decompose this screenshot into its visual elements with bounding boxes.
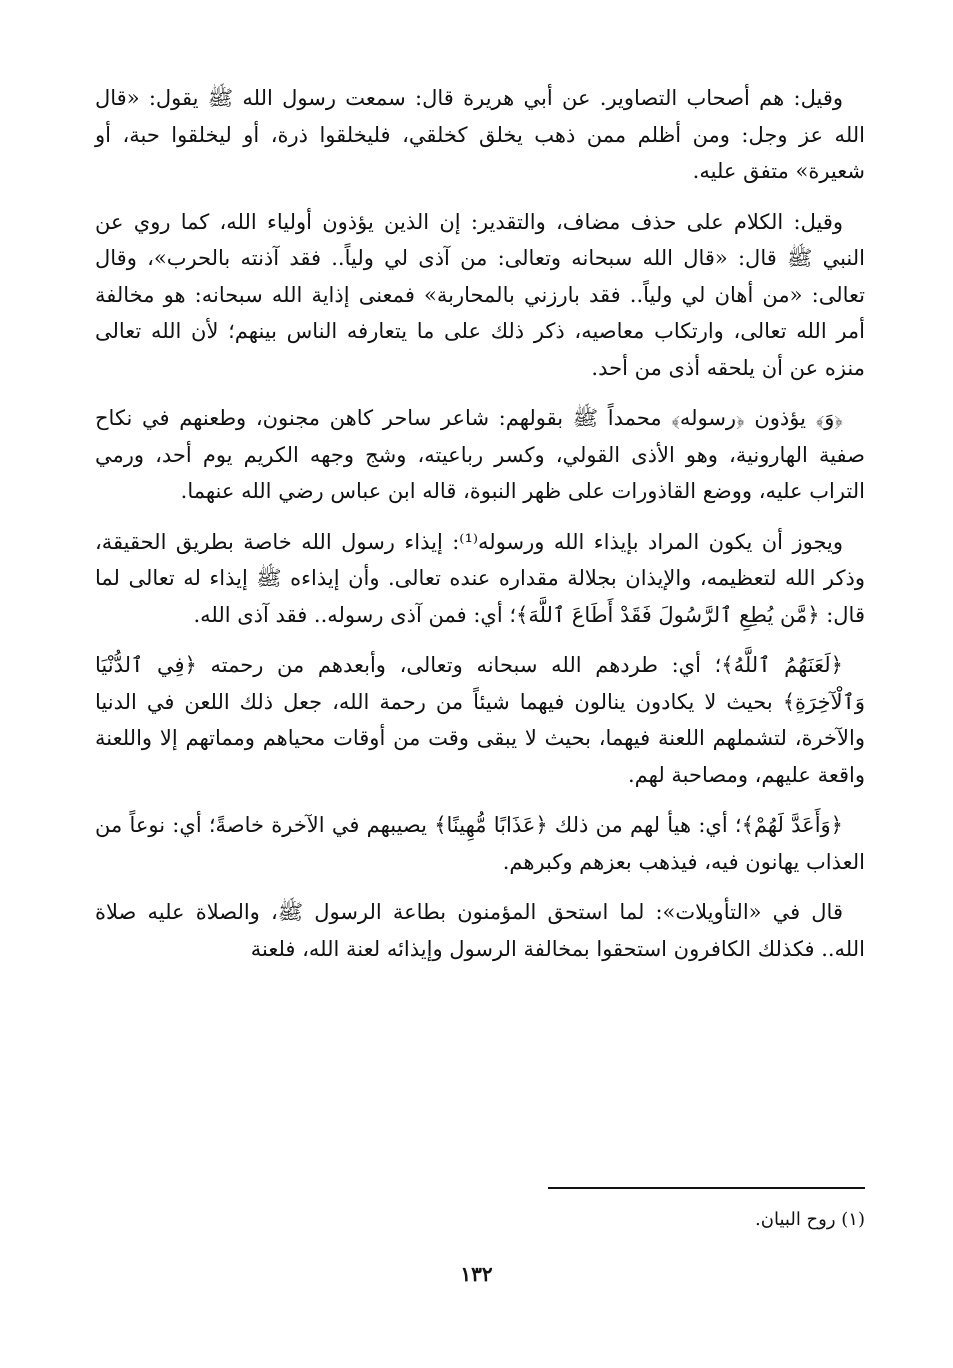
paragraph-2: وقيل: الكلام على حذف مضاف، والتقدير: إن الذين يؤذون أولياء الله، كما روي عن النبي ﷺ قال: «قال الله سبحانه وتعالى: من آذى لي ولياً.. فقد آذنته بالحرب»، وقال تعالى: «من أهان لي ولياً.. فقد بارزني بالمحاربة» فمعنى إذاية الله سبحانه: هو مخالفة أمر الله تعالى، وارتكاب معاصيه، ذكر ذلك على ما يتعارفه الناس بينهم؛ لأن الله تعالى منزه عن أن يلحقه أذى من أحد. bbox=[95, 209, 865, 380]
page-number: ١٣٢ bbox=[460, 1262, 493, 1286]
paragraph-4: ويجوز أن يكون المراد بإيذاء الله ورسوله⁽¹⁾: إيذاء رسول الله خاصة بطريق الحقيقة، وذكر الله لتعظيمه، والإيذان بجلالة مقداره عنده تعالى. وأن إيذاءه ﷺ إيذاء له تعالى لما قال: ﴿مَّن يُطِعِ ٱلرَّسُولَ فَقَدْ أَطَاعَ ٱللَّهَ﴾؛ أي: فمن آذى رسوله.. فقد آذى الله. bbox=[95, 529, 865, 627]
paragraph-3: ﴿وَ﴾ يؤذون ﴿رسوله﴾ محمداً ﷺ بقولهم: شاعر ساحر كاهن مجنون، وطعنهم في نكاح صفية الهارونية، وهو الأذى القولي، وكسر رباعيته، وشج وجهه الكريم يوم أحد، ورمي التراب عليه، ووضع القاذورات على ظهر النبوة، قاله ابن عباس رضي الله عنهما. bbox=[95, 406, 865, 503]
page-body bbox=[95, 80, 865, 981]
footnote: (١) روح البيان. bbox=[755, 1209, 865, 1230]
paragraph-5: ﴿لَعَنَهُمُ ٱللَّهُ﴾؛ أي: طردهم الله سبحانه وتعالى، وأبعدهم من رحمته ﴿فِي ٱلدُّنْيَا وَٱلْآخِرَةِ﴾ بحيث لا يكادون ينالون فيهما شيئاً من رحمة الله، جعل ذلك اللعن في الدنيا والآخرة، لتشملهم اللعنة فيهما، بحيث لا يبقى وقت من أوقات محياهم ومماتهم إلا واللعنة واقعة عليهم، ومصاحبة لهم. bbox=[95, 653, 865, 787]
footnote-divider bbox=[548, 1187, 865, 1189]
paragraph-6: ﴿وَأَعَدَّ لَهُمْ﴾؛ أي: هيأ لهم من ذلك ﴿عَذَابًا مُّهِينًا﴾ يصيبهم في الآخرة خاصةً؛ أي: نوعاً من العذاب يهانون فيه، فيذهب بعزهم وكبرهم. bbox=[95, 813, 865, 874]
paragraph-1: وقيل: هم أصحاب التصاوير. عن أبي هريرة قال: سمعت رسول الله ﷺ يقول: «قال الله عز وجل: ومن أظلم ممن ذهب يخلق كخلقي، فليخلقوا ذرة، أو ليخلقوا حبة، أو شعيرة» متفق عليه. bbox=[95, 86, 865, 183]
paragraph-7: قال في «التأويلات»: لما استحق المؤمنون بطاعة الرسول ﷺ، والصلاة عليه صلاة الله.. فكذلك الكافرون استحقوا بمخالفة الرسول وإيذائه لعنة الله، فلعنة bbox=[95, 900, 865, 961]
